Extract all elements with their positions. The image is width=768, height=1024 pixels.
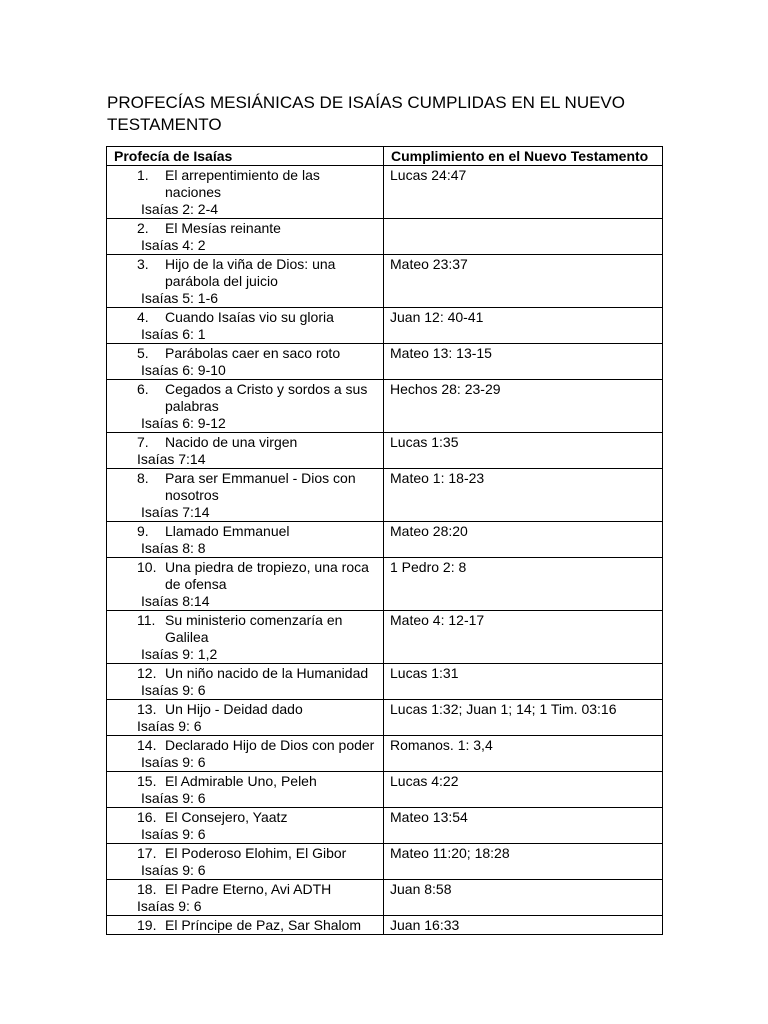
prophecy-cell	[107, 808, 384, 844]
table-row	[107, 700, 663, 736]
isaiah-reference: Isaías 9: 6	[141, 862, 206, 878]
isaiah-reference: Isaías 9: 6	[137, 718, 202, 734]
prophecy-item	[113, 167, 377, 201]
isaiah-reference: Isaías 9: 6	[141, 826, 206, 842]
prophecy-item	[113, 845, 377, 862]
prophecy-cell	[107, 344, 384, 380]
prophecy-item	[113, 737, 377, 754]
prophecy-table	[106, 146, 663, 935]
prophecy-number: 2.	[137, 220, 149, 236]
isaiah-reference: Isaías 2: 2-4	[141, 201, 219, 217]
table-row	[107, 469, 663, 522]
prophecy-number: 19.	[137, 917, 157, 933]
prophecy-item	[113, 523, 377, 540]
table-row	[107, 558, 663, 611]
prophecy-cell	[107, 736, 384, 772]
prophecy-number: 3.	[137, 256, 149, 272]
fulfillment-cell: Lucas 1:32; Juan 1; 14; 1 Tim. 03:16	[384, 700, 663, 736]
prophecy-number: 18.	[137, 881, 157, 897]
prophecy-text: Una piedra de tropiezo, una roca de ofensa	[165, 559, 369, 592]
prophecy-item	[113, 434, 377, 451]
prophecy-cell	[107, 772, 384, 808]
table-row	[107, 772, 663, 808]
fulfillment-cell: Mateo 13:54	[384, 808, 663, 844]
prophecy-cell	[107, 700, 384, 736]
prophecy-text: Cuando Isaías vio su gloria	[165, 309, 334, 325]
prophecy-item	[113, 701, 377, 718]
prophecy-number: 6.	[137, 381, 149, 397]
table-row	[107, 736, 663, 772]
table-row	[107, 664, 663, 700]
fulfillment-cell: Mateo 11:20; 18:28	[384, 844, 663, 880]
table-row	[107, 611, 663, 664]
column-header-fulfillment: Cumplimiento en el Nuevo Testamento	[384, 147, 663, 166]
prophecy-item	[113, 773, 377, 790]
isaiah-reference: Isaías 8: 8	[141, 540, 206, 556]
isaiah-reference: Isaías 9: 6	[141, 682, 206, 698]
table-row	[107, 380, 663, 433]
prophecy-text: Declarado Hijo de Dios con poder	[165, 737, 375, 753]
prophecy-text: Llamado Emmanuel	[165, 523, 290, 539]
prophecy-cell	[107, 558, 384, 611]
prophecy-number: 8.	[137, 470, 149, 486]
isaiah-reference: Isaías 6: 9-12	[141, 415, 226, 431]
isaiah-reference: Isaías 8:14	[141, 593, 210, 609]
fulfillment-cell: Lucas 1:35	[384, 433, 663, 469]
prophecy-cell	[107, 308, 384, 344]
fulfillment-cell: Mateo 23:37	[384, 255, 663, 308]
isaiah-reference: Isaías 6: 1	[141, 326, 206, 342]
fulfillment-cell: Lucas 24:47	[384, 166, 663, 219]
table-row	[107, 166, 663, 219]
prophecy-number: 13.	[137, 701, 157, 717]
isaiah-reference: Isaías 9: 6	[141, 790, 206, 806]
fulfillment-cell: Romanos. 1: 3,4	[384, 736, 663, 772]
prophecy-text: Un Hijo - Deidad dado	[165, 701, 303, 717]
prophecy-cell	[107, 380, 384, 433]
fulfillment-cell: 1 Pedro 2: 8	[384, 558, 663, 611]
prophecy-text: El Poderoso Elohim, El Gibor	[165, 845, 347, 861]
fulfillment-cell	[384, 219, 663, 255]
table-row	[107, 808, 663, 844]
isaiah-reference: Isaías 7:14	[141, 504, 210, 520]
fulfillment-cell: Juan 8:58	[384, 880, 663, 916]
table-row	[107, 308, 663, 344]
prophecy-item	[113, 345, 377, 362]
fulfillment-cell: Mateo 1: 18-23	[384, 469, 663, 522]
prophecy-text: Su ministerio comenzaría en Galilea	[165, 612, 343, 645]
prophecy-number: 1.	[137, 167, 149, 183]
isaiah-reference: Isaías 9: 6	[137, 898, 202, 914]
fulfillment-cell: Mateo 4: 12-17	[384, 611, 663, 664]
prophecy-item	[113, 881, 377, 898]
prophecy-cell	[107, 611, 384, 664]
prophecy-text: Parábolas caer en saco roto	[165, 345, 341, 361]
prophecy-cell	[107, 166, 384, 219]
isaiah-reference: Isaías 6: 9-10	[141, 362, 226, 378]
prophecy-cell	[107, 219, 384, 255]
prophecy-text: El arrepentimiento de las naciones	[165, 167, 320, 200]
prophecy-cell	[107, 522, 384, 558]
prophecy-item	[113, 256, 377, 290]
prophecy-number: 16.	[137, 809, 157, 825]
prophecy-cell	[107, 916, 384, 935]
prophecy-item	[113, 665, 377, 682]
fulfillment-cell: Mateo 28:20	[384, 522, 663, 558]
prophecy-number: 14.	[137, 737, 157, 753]
prophecy-text: El Mesías reinante	[165, 220, 281, 236]
prophecy-item	[113, 381, 377, 415]
isaiah-reference: Isaías 9: 6	[141, 754, 206, 770]
column-header-prophecy: Profecía de Isaías	[107, 147, 384, 166]
prophecy-number: 9.	[137, 523, 149, 539]
table-row	[107, 916, 663, 935]
table-row	[107, 433, 663, 469]
table-header-row	[107, 147, 663, 166]
fulfillment-cell: Lucas 1:31	[384, 664, 663, 700]
fulfillment-cell: Juan 12: 40-41	[384, 308, 663, 344]
isaiah-reference: Isaías 5: 1-6	[141, 290, 219, 306]
prophecy-text: El Admirable Uno, Peleh	[165, 773, 317, 789]
prophecy-text: El Padre Eterno, Avi ADTH	[165, 881, 332, 897]
prophecy-text: Nacido de una virgen	[165, 434, 298, 450]
isaiah-reference: Isaías 4: 2	[141, 237, 206, 253]
prophecy-item	[113, 309, 377, 326]
prophecy-number: 17.	[137, 845, 157, 861]
prophecy-cell	[107, 664, 384, 700]
prophecy-item	[113, 917, 377, 934]
prophecy-number: 5.	[137, 345, 149, 361]
prophecy-number: 12.	[137, 665, 157, 681]
table-row	[107, 880, 663, 916]
prophecy-text: Para ser Emmanuel - Dios con nosotros	[165, 470, 356, 503]
prophecy-cell	[107, 469, 384, 522]
prophecy-cell	[107, 880, 384, 916]
prophecy-text: Cegados a Cristo y sordos a sus palabras	[165, 381, 368, 414]
prophecy-number: 15.	[137, 773, 157, 789]
table-row	[107, 219, 663, 255]
prophecy-text: El Consejero, Yaatz	[165, 809, 288, 825]
table-row	[107, 255, 663, 308]
prophecy-number: 4.	[137, 309, 149, 325]
prophecy-item	[113, 559, 377, 593]
prophecy-item	[113, 612, 377, 646]
prophecy-item	[113, 809, 377, 826]
prophecy-number: 10.	[137, 559, 157, 575]
prophecy-cell	[107, 844, 384, 880]
prophecy-number: 7.	[137, 434, 149, 450]
prophecy-number: 11.	[137, 612, 156, 628]
fulfillment-cell: Lucas 4:22	[384, 772, 663, 808]
fulfillment-cell: Mateo 13: 13-15	[384, 344, 663, 380]
table-row	[107, 344, 663, 380]
fulfillment-cell: Juan 16:33	[384, 916, 663, 935]
table-row	[107, 844, 663, 880]
prophecy-item	[113, 470, 377, 504]
isaiah-reference: Isaías 7:14	[137, 451, 206, 467]
page-title: PROFECÍAS MESIÁNICAS DE ISAÍAS CUMPLIDAS EN EL NUEVO TESTAMENTO	[107, 93, 625, 134]
fulfillment-cell: Hechos 28: 23-29	[384, 380, 663, 433]
prophecy-cell	[107, 255, 384, 308]
prophecy-text: El Príncipe de Paz, Sar Shalom	[165, 917, 362, 933]
table-row	[107, 522, 663, 558]
prophecy-text: Hijo de la viña de Dios: una parábola del juicio	[165, 256, 336, 289]
prophecy-text: Un niño nacido de la Humanidad	[165, 665, 369, 681]
prophecy-cell	[107, 433, 384, 469]
isaiah-reference: Isaías 9: 1,2	[141, 646, 218, 662]
prophecy-item	[113, 220, 377, 237]
